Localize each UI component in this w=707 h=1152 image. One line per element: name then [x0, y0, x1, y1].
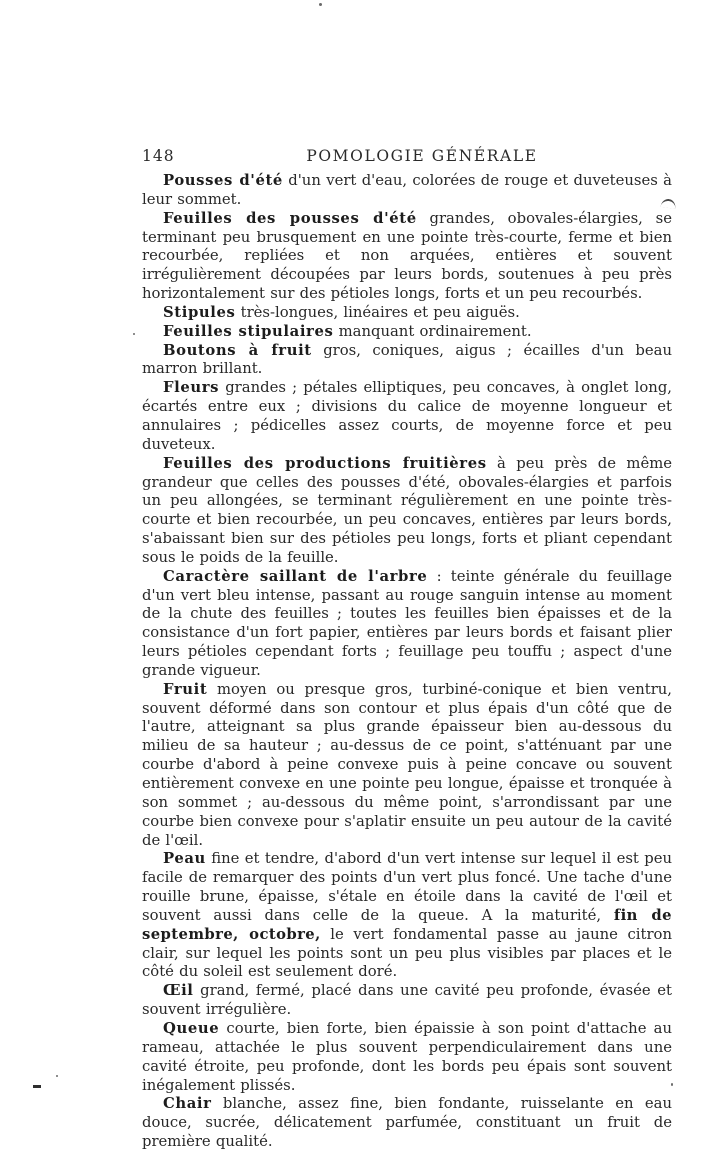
paragraph [142, 455, 672, 568]
paragraph-lead: Pousses d'été [163, 172, 283, 189]
paragraph-text: grandes, obovales-élargies, se terminant peu brusquement en une pointe très-courte, ferme et bien recourbée, repliées et non arquées, entières et souvent irrégulièrement découpées par leurs bords, soutenues à peu près horizontalement sur des pétioles longs, forts et un peu recourbés. [142, 209, 672, 303]
paragraph-lead: Queue [163, 1019, 220, 1037]
running-title: POMOLOGIE GÉNÉRALE [306, 147, 538, 165]
page-header [142, 147, 672, 167]
page-content [142, 172, 672, 1152]
page-number: 148 [142, 147, 175, 165]
paragraph-lead: Boutons à fruit [163, 341, 312, 359]
paragraph [142, 304, 672, 323]
paragraph-text: fine et tendre, d'abord d'un vert intense sur lequel il est peu facile de remarquer des points d'un vert plus foncé. Une tache d'une rouille brune, épaisse, s'étale en étoile dans la cavité de l'œil et souvent aussi dans celle de la queue. A la maturité, [142, 850, 672, 924]
scan-dash-bottom-left [33, 1085, 41, 1088]
paragraph [142, 1095, 672, 1152]
paragraph-text: gros, coniques, aigus ; écailles d'un beau marron brillant. [142, 341, 672, 378]
paragraph-text: courte, bien forte, bien épaissie à son point d'attache au rameau, attachée le plus souvent perpendiculairement dans une cavité étroite, peu profonde, dont les bords peu épais sont souvent inégalement plissés. [142, 1019, 672, 1094]
paragraph-lead: Œil [163, 982, 194, 1000]
paragraph-lead: Feuilles des productions fruitières [163, 454, 487, 472]
paragraph [142, 323, 672, 342]
paragraph-text: le vert fondamental passe au jaune citron clair, sur lequel les points sont un peu plus visibles par places et le côté du soleil est seulement doré. [142, 925, 672, 981]
paragraph-text: : teinte générale du feuillage d'un vert bleu intense, passant au rouge sanguin intense au moment de la chute des feuilles ; toutes les feuilles bien épaisses et de la consistance d'un fort papier, entières par leurs bords et faisant plier leurs pétioles cependant forts ; feuillage peu touffu ; aspect d'une grande vigueur. [142, 567, 672, 679]
paragraph-text: blanche, assez fine, bien fondante, ruisselante en eau douce, sucrée, délicatement parfumée, constituant un fruit de première qualité. [142, 1095, 672, 1151]
paragraph-lead: Caractère saillant de l'arbre [163, 567, 428, 585]
paragraph-lead: Fruit [163, 680, 208, 698]
paragraph-text: moyen ou presque gros, turbiné-conique et bien ventru, souvent déformé dans son contour et plus épais d'un côté que de l'autre, atteignant sa plus grande épaisseur bien au-dessous du milieu de sa hauteur ; au-dessus de ce point, s'atténuant par une courbe d'abord à peine convexe puis à peine concave ou souvent entièrement convexe en une pointe peu longue, épaisse et tronquée à son sommet ; au-dessous du même point, s'arrondissant par une courbe bien convexe pour s'aplatir ensuite un peu autour de la cavité de l'œil. [142, 680, 672, 849]
paragraph-text: grandes ; pétales elliptiques, peu concaves, à onglet long, écartés entre eux ; divisions du calice de moyenne longueur et annulaires ; pédicelles assez courts, de moyenne force et peu duveteux. [142, 379, 672, 453]
scan-speck-left-margin [133, 333, 135, 335]
paragraph-lead: Feuilles des pousses d'été [163, 209, 417, 227]
scan-speck-top-center [319, 3, 322, 6]
paragraph [142, 172, 672, 210]
paragraph [142, 1020, 672, 1095]
paragraph [142, 681, 672, 851]
paragraph [142, 982, 672, 1020]
scan-speck-bottom-left [56, 1075, 58, 1077]
paragraph-lead: Peau [163, 850, 206, 868]
paragraph [142, 568, 672, 681]
paragraph-text: manquant ordinairement. [333, 322, 532, 340]
paragraph-lead: fin de septembre, octobre, [142, 906, 672, 943]
paragraph-text: très-longues, linéaires et peu aiguës. [235, 303, 520, 321]
paragraph-lead: Feuilles stipulaires [163, 322, 334, 340]
paragraph-lead: Stipules [163, 303, 236, 321]
paragraph [142, 850, 672, 982]
paragraph-text: à peu près de même grandeur que celles des pousses d'été, obovales-élargies et parfois un peu allongées, se terminant régulièrement en une pointe très-courte et bien recourbée, un peu concaves, entières par leurs bords, s'abaissant bien sur des pétioles peu longs, forts et pliant cependant sous le poids de la feuille. [142, 454, 672, 566]
paragraph-lead: Chair [163, 1095, 212, 1113]
paragraph [142, 210, 672, 304]
paragraph [142, 379, 672, 454]
paragraph-text: grand, fermé, placé dans une cavité peu profonde, évasée et souvent irrégulière. [142, 982, 672, 1019]
paragraph-lead: Fleurs [163, 379, 220, 397]
paragraph [142, 342, 672, 380]
paragraph-text: d'un vert d'eau, colorées de rouge et duveteuses à leur sommet. [142, 172, 672, 208]
